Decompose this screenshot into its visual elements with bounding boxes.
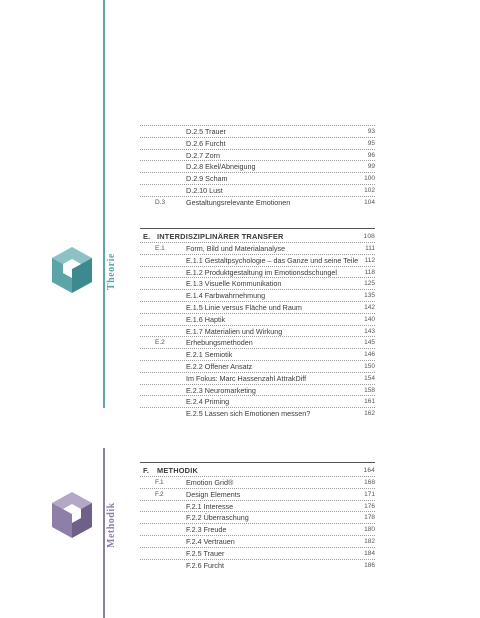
method-rule xyxy=(103,448,105,618)
toc-entry[interactable] xyxy=(140,314,375,325)
toc-entry[interactable] xyxy=(140,197,375,208)
method-cube-icon xyxy=(50,490,94,540)
toc-entry-title: D.2.6 Furcht xyxy=(186,138,226,148)
method-label: Methodik xyxy=(106,502,117,548)
toc-entry[interactable] xyxy=(140,150,375,161)
toc-entry[interactable] xyxy=(140,173,375,184)
toc-entry-title: Form, Bild und Materialanalyse xyxy=(186,244,286,253)
toc-entry-page: 143 xyxy=(364,327,375,335)
toc-entry-title: E.2.1 Semiotik xyxy=(186,350,233,360)
toc-entry-page: 146 xyxy=(364,351,375,359)
toc-entry-title: E.2.2 Offener Ansatz xyxy=(186,362,253,371)
toc-entry[interactable] xyxy=(140,185,375,196)
toc-entry-number: F.1 xyxy=(155,479,164,486)
toc-entry-title: E.1.1 Gestaltpsychologie – das Ganze und seine Teile xyxy=(186,255,359,265)
toc-entry-title: D.2.10 Lust xyxy=(186,186,223,195)
toc-entry[interactable] xyxy=(140,408,375,419)
toc-entry-page: 158 xyxy=(364,386,375,394)
toc-entry[interactable] xyxy=(140,501,375,512)
toc-entry[interactable] xyxy=(140,477,375,488)
toc-entry-page: 176 xyxy=(364,502,375,510)
toc-entry-title: E.1.3 Visuelle Kommunikation xyxy=(186,279,282,289)
toc-entry-page: 135 xyxy=(364,292,375,300)
toc-entry[interactable] xyxy=(140,373,375,384)
toc-entry[interactable] xyxy=(140,302,375,313)
section-f-number: F. xyxy=(143,466,150,475)
toc-entry-title: E.1.2 Produktgestaltung im Emotionsdschungel xyxy=(186,267,338,277)
toc-entry-title: E.1.6 Haptik xyxy=(186,314,226,324)
section-f-page: 164 xyxy=(363,467,375,474)
toc-entry[interactable] xyxy=(140,255,375,266)
toc-entry[interactable] xyxy=(140,138,375,149)
toc-entry[interactable] xyxy=(140,524,375,535)
toc-entry-title: F.2.3 Freude xyxy=(186,525,227,535)
toc-entry-title: Design Elements xyxy=(186,489,241,499)
toc-entry-page: 145 xyxy=(364,339,375,347)
toc-entry-page: 125 xyxy=(364,280,375,288)
section-e-page: 108 xyxy=(363,233,375,240)
toc-entry[interactable] xyxy=(140,385,375,396)
toc-entry-title: F.2.1 Interesse xyxy=(186,501,234,511)
toc-entry[interactable] xyxy=(140,536,375,547)
toc-entry[interactable] xyxy=(140,267,375,278)
toc-entry-number: F.2 xyxy=(155,490,164,498)
toc-entry-page: 161 xyxy=(364,398,375,406)
toc-entry[interactable] xyxy=(140,326,375,337)
toc-entry-page: 180 xyxy=(364,526,375,534)
toc-entry-page: 96 xyxy=(367,151,375,159)
toc-entry-page: 99 xyxy=(367,163,375,171)
theory-cube-icon xyxy=(50,245,94,295)
section-e-number: E. xyxy=(143,232,151,241)
toc-entry-page: 184 xyxy=(364,549,375,557)
toc-entry[interactable] xyxy=(140,337,375,348)
toc-entry-number: D.3 xyxy=(155,198,166,206)
toc-entry-title: Gestaltungsrelevante Emotionen xyxy=(186,197,291,207)
toc-entry-page: 154 xyxy=(364,374,375,382)
toc-entry[interactable] xyxy=(140,512,375,523)
toc-entry-page: 111 xyxy=(365,245,375,252)
toc-entry-title: E.1.5 Linie versus Fläche und Raum xyxy=(186,303,302,312)
toc-entry-title: E.2.4 Priming xyxy=(186,397,230,407)
section-f-rule xyxy=(140,462,375,463)
toc-entry-page: 104 xyxy=(364,198,375,206)
toc-entry-number: E.1 xyxy=(155,245,165,252)
toc-entry-number: E.2 xyxy=(155,339,165,347)
toc-entry-page: 118 xyxy=(364,268,375,276)
section-e-heading[interactable] xyxy=(140,231,375,242)
toc-entry-title: Erhebungsmethoden xyxy=(186,338,253,348)
toc-entry-title: F.2.4 Vertrauen xyxy=(186,537,235,546)
toc-entry-title: E.2.5 Lassen sich Emotionen messen? xyxy=(186,409,311,419)
toc-entry-page: 150 xyxy=(364,363,375,370)
toc-entry-title: F.2.6 Furcht xyxy=(186,560,224,570)
toc-entry-page: 182 xyxy=(364,538,375,545)
toc-entry-page: 102 xyxy=(364,187,375,194)
section-f-title: METHODIK xyxy=(157,466,199,475)
toc-entry[interactable] xyxy=(140,126,375,137)
theory-rule xyxy=(103,0,105,408)
toc-entry[interactable] xyxy=(140,278,375,289)
toc-entry-title: F.2.2 Überraschung xyxy=(186,513,249,523)
toc-entry-page: 93 xyxy=(367,128,375,135)
toc-entry-title: D.2.9 Scham xyxy=(186,174,228,184)
toc-entry-page: 171 xyxy=(364,490,375,498)
toc-entry[interactable] xyxy=(140,489,375,500)
toc-entry[interactable] xyxy=(140,548,375,559)
section-f-heading[interactable] xyxy=(140,465,375,476)
toc-entry-title: F.2.5 Trauer xyxy=(186,548,225,558)
toc-entry-title: D.2.8 Ekel/Abneigung xyxy=(186,162,256,172)
toc-entry-title: D.2.7 Zorn xyxy=(186,150,220,160)
toc-entry-title: E.1.4 Farbwahrnehmung xyxy=(186,291,266,301)
toc-entry[interactable] xyxy=(140,349,375,360)
toc-entry[interactable] xyxy=(140,361,375,372)
toc-entry-title: Emotion Grid® xyxy=(186,478,234,487)
toc-entry-page: 100 xyxy=(364,175,375,183)
theory-label: Theorie xyxy=(106,253,117,290)
section-e-title: INTERDISZIPLINÄRER TRANSFER xyxy=(157,232,284,241)
toc-entry[interactable] xyxy=(140,243,375,254)
toc-entry-title: E.1.7 Materialien und Wirkung xyxy=(186,326,283,336)
toc-entry-page: 186 xyxy=(364,561,375,569)
section-e-rule xyxy=(140,228,375,229)
toc-entry-page: 112 xyxy=(364,256,375,264)
toc-entry-page: 178 xyxy=(364,514,375,522)
toc-entry-title: D.2.5 Trauer xyxy=(186,127,226,136)
toc-entry-page: 168 xyxy=(364,479,375,486)
toc-entry[interactable] xyxy=(140,161,375,172)
toc-entry-title: E.2.3 Neuromarketing xyxy=(186,385,256,395)
toc-entry-page: 140 xyxy=(364,315,375,323)
toc-entry-page: 95 xyxy=(367,139,375,147)
toc-entry-page: 162 xyxy=(364,410,375,418)
toc-entry[interactable] xyxy=(140,290,375,301)
toc-entry-title: Im Fokus: Marc Hassenzahl AttrakDiff xyxy=(186,373,307,383)
toc-entry-page: 142 xyxy=(364,304,375,311)
toc-entry[interactable] xyxy=(140,396,375,407)
toc-entry[interactable] xyxy=(140,560,375,571)
